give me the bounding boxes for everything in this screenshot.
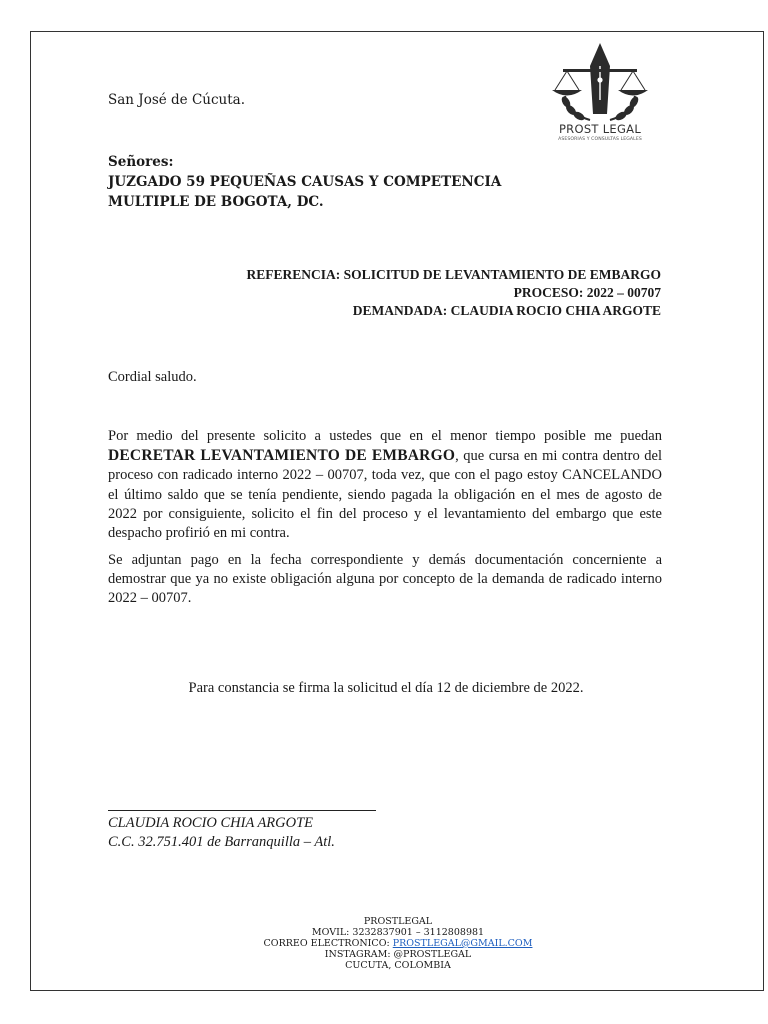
- signature-name: CLAUDIA ROCIO CHIA ARGOTE: [108, 815, 314, 831]
- reference-process: PROCESO: 2022 – 00707: [513, 285, 661, 300]
- paragraph-1-lead: Por medio del presente solicito a ustedes que en el menor tiempo posible me puedan: [108, 428, 662, 444]
- footer-email-row: [31, 938, 765, 949]
- addressee-block: [108, 152, 501, 212]
- footer-instagram: INSTAGRAM: @PROSTLEGAL: [324, 949, 472, 960]
- reference-subject: REFERENCIA: SOLICITUD DE LEVANTAMIENTO DE EMBARGO: [246, 267, 661, 282]
- addressee-salutation: Señores:: [108, 154, 174, 170]
- paragraph-1-emphasis: DECRETAR LEVANTAMIENTO DE EMBARGO: [108, 447, 456, 465]
- signature-block: [108, 814, 335, 852]
- footer-contact: [31, 916, 765, 971]
- signature-id: C.C. 32.751.401 de Barranquilla – Atl.: [108, 834, 335, 850]
- footer-phone: MOVIL: 3232837901 – 3112808981: [311, 927, 485, 938]
- document-page: [30, 31, 764, 991]
- paragraph-1-rest: , que cursa en mi contra dentro del proceso con radicado interno 2022 – 00707, toda vez, que con el pago estoy CANCELANDO el último saldo que se tenía pendiente, siendo pagada la obligación en el mes de agosto de 2022 por consiguiente, solicito el fin del proceso y el levantamiento del embargo que este despacho profirió en mi contra.: [108, 448, 662, 542]
- letter-city: San José de Cúcuta.: [108, 92, 245, 108]
- reference-block: [247, 266, 661, 320]
- logo-name: PROST LEGAL: [558, 122, 642, 136]
- body-paragraph-2: Se adjuntan pago en la fecha correspondiente y demás documentación concerniente a demostrar que ya no existe obligación alguna por concepto de la demanda de radicado interno 2022 – 00707.: [108, 552, 662, 607]
- footer-location: CUCUTA, COLOMBIA: [345, 960, 451, 971]
- signature-line: [108, 810, 376, 811]
- greeting: Cordial saludo.: [108, 369, 197, 385]
- body-paragraph-1: [108, 427, 662, 543]
- footer-email-link[interactable]: PROSTLEGAL@GMAIL.COM: [392, 938, 533, 949]
- addressee-line-1: JUZGADO 59 PEQUEÑAS CAUSAS Y COMPETENCIA: [108, 174, 502, 190]
- closing-statement: Para constancia se firma la solicitud el día 12 de diciembre de 2022.: [188, 680, 584, 696]
- logo-tagline: ASESORIAS Y CONSULTAS LEGALES: [558, 137, 642, 142]
- footer-email-label: CORREO ELECTRONICO:: [263, 938, 393, 949]
- addressee-line-2: MULTIPLE DE BOGOTA, DC.: [108, 194, 324, 210]
- reference-defendant: DEMANDADA: CLAUDIA ROCIO CHIA ARGOTE: [352, 303, 661, 318]
- footer-company: PROSTLEGAL: [363, 916, 433, 927]
